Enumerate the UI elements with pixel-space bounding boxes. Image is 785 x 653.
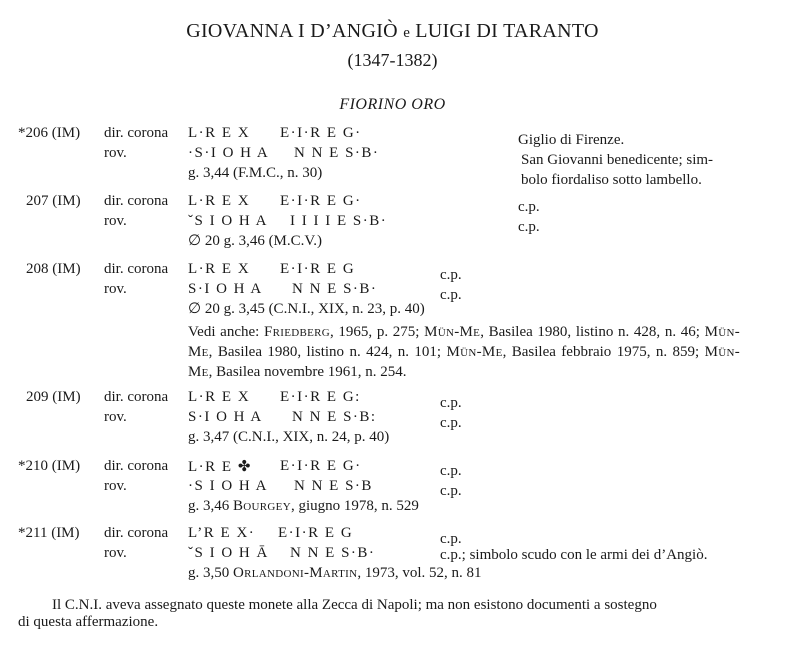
reverse-label: rov. bbox=[104, 281, 127, 297]
entry-number: *211 (IM) bbox=[18, 525, 80, 541]
reverse-label: rov. bbox=[104, 213, 127, 229]
weight-reference bbox=[188, 563, 482, 583]
footer-line: Il C.N.I. aveva assegnato queste monete alla Zecca di Napoli; ma non esistono documenti a sostegno bbox=[52, 597, 657, 613]
note-line: c.p.; simbolo scudo con le armi dei d’Angiò. bbox=[440, 547, 708, 563]
entry-number: 208 (IM) bbox=[26, 261, 81, 277]
reverse-label: rov. bbox=[104, 545, 127, 561]
reverse-legend-2: I I I I E S·B· bbox=[290, 213, 388, 229]
obverse-legend-2: E·I·R E G: bbox=[280, 389, 361, 405]
section-heading: FIORINO ORO bbox=[339, 96, 446, 113]
reference-text: , 1965, p. 275; bbox=[330, 324, 425, 340]
reference-author: Mün-Me bbox=[424, 324, 481, 340]
weight-text: g. 3,50 bbox=[188, 565, 233, 581]
reverse-legend-1: ·S·I O H A bbox=[188, 145, 270, 161]
reference-text: , Basilea 1980, listino n. 428, n. 46; bbox=[480, 324, 705, 340]
weight-reference: ∅ 20 g. 3,46 (M.C.V.) bbox=[188, 233, 323, 249]
note-line: c.p. bbox=[440, 287, 462, 303]
reverse-legend-2: N N E S·B· bbox=[290, 545, 376, 561]
note-line: c.p. bbox=[518, 219, 540, 235]
note-line: c.p. bbox=[440, 415, 462, 431]
weight-text: g. 3,46 bbox=[188, 498, 233, 514]
see-also-intro: Vedi anche: bbox=[188, 324, 264, 340]
reference-author: Mün-Me bbox=[188, 324, 741, 360]
rosette-symbol-icon: ✤ bbox=[237, 457, 252, 475]
note-line: bolo fiordaliso sotto lambello. bbox=[521, 172, 702, 188]
reference-author: Bourgey bbox=[233, 498, 291, 514]
obverse-label: dir. corona bbox=[104, 458, 169, 474]
see-also-references bbox=[188, 322, 740, 382]
reverse-legend-2: N N E S·B· bbox=[294, 145, 380, 161]
weight-reference: g. 3,44 (F.M.C., n. 30) bbox=[188, 165, 323, 181]
note-line: c.p. bbox=[440, 463, 462, 479]
reverse-legend-2: N N E S·B bbox=[294, 478, 373, 494]
obverse-legend-2: E·I·R E G bbox=[280, 261, 356, 277]
note-line: c.p. bbox=[518, 199, 540, 215]
reverse-label: rov. bbox=[104, 478, 127, 494]
entry-number: *206 (IM) bbox=[18, 125, 81, 141]
note-line: c.p. bbox=[440, 395, 462, 411]
footer-line: di questa affermazione. bbox=[18, 614, 159, 630]
obverse-legend-1: L·R E X bbox=[188, 125, 251, 141]
obverse-label: dir. corona bbox=[104, 193, 169, 209]
obverse-legend-1: L·R E X bbox=[188, 389, 251, 405]
obverse-legend-1: L·R E X bbox=[188, 261, 251, 277]
reference-author: Friedberg bbox=[263, 324, 331, 340]
weight-reference: g. 3,47 (C.N.I., XIX, n. 24, p. 40) bbox=[188, 429, 390, 445]
reverse-label: rov. bbox=[104, 409, 127, 425]
reference-text: , Basilea 1980, listino n. 424, n. 101; bbox=[208, 344, 447, 360]
reverse-label: rov. bbox=[104, 145, 127, 161]
note-line: c.p. bbox=[440, 267, 462, 283]
title-part-a: GIOVANNA I D’ANGIÒ bbox=[186, 20, 398, 42]
entry-number: 209 (IM) bbox=[26, 389, 81, 405]
reference-author: Mün-Me bbox=[188, 344, 741, 380]
reverse-legend-1: S·I O H A bbox=[188, 281, 263, 297]
title-part-b: LUIGI DI TARANTO bbox=[415, 20, 599, 42]
reign-dates: (1347-1382) bbox=[347, 50, 438, 70]
legend-text: L·R E bbox=[188, 459, 233, 475]
reference-text: , Basilea novembre 1961, n. 254. bbox=[208, 364, 407, 380]
obverse-legend-2: E·I·R E G bbox=[278, 525, 354, 541]
note-line: San Giovanni benedicente; sim- bbox=[521, 152, 714, 168]
reference-text: , 1973, vol. 52, n. 81 bbox=[357, 565, 482, 581]
obverse-legend-2: E·I·R E G· bbox=[280, 458, 362, 474]
reference-text: , Basilea febbraio 1975, n. 859; bbox=[502, 344, 705, 360]
obverse-legend-1 bbox=[188, 456, 252, 477]
title-conjunction: e bbox=[403, 25, 410, 41]
reverse-legend-1: ·S I O H A bbox=[188, 478, 269, 494]
obverse-legend-2: E·I·R E G· bbox=[280, 193, 362, 209]
reverse-legend-1: ˇS I O H A bbox=[188, 213, 269, 229]
obverse-label: dir. corona bbox=[104, 525, 169, 541]
obverse-label: dir. corona bbox=[104, 389, 169, 405]
entry-number: 207 (IM) bbox=[26, 193, 81, 209]
weight-reference: ∅ 20 g. 3,45 (C.N.I., XIX, n. 23, p. 40) bbox=[188, 301, 425, 317]
reverse-legend-1: S·I O H A bbox=[188, 409, 263, 425]
obverse-legend-1: L·R E X bbox=[188, 193, 251, 209]
weight-reference bbox=[188, 496, 419, 516]
note-line: Giglio di Firenze. bbox=[518, 132, 625, 148]
note-line: c.p. bbox=[440, 483, 462, 499]
obverse-legend-2: E·I·R E G· bbox=[280, 125, 362, 141]
reverse-legend-2: N N E S·B: bbox=[292, 409, 377, 425]
obverse-label: dir. corona bbox=[104, 125, 169, 141]
obverse-legend-1: L’R E X· bbox=[188, 525, 256, 541]
reverse-legend-1: ˇS I O H Ā bbox=[188, 545, 269, 561]
note-line: c.p. bbox=[440, 531, 462, 547]
reverse-legend-2: N N E S·B· bbox=[292, 281, 378, 297]
reference-author: Mün-Me bbox=[446, 344, 503, 360]
obverse-label: dir. corona bbox=[104, 261, 169, 277]
entry-number: *210 (IM) bbox=[18, 458, 81, 474]
reference-author: Orlandoni-Martin bbox=[233, 565, 358, 581]
page-title bbox=[0, 20, 785, 43]
reference-text: , giugno 1978, n. 529 bbox=[290, 498, 419, 514]
